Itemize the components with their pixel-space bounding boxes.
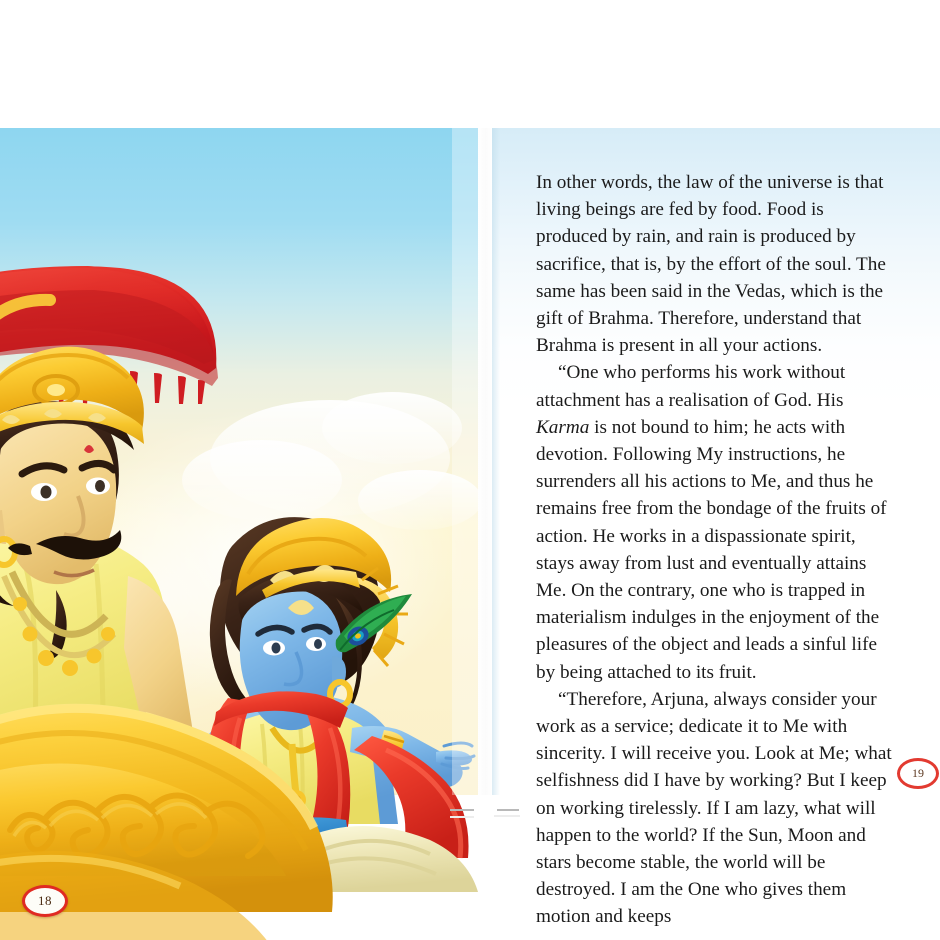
- crop-tick-mark-left-faint: [450, 816, 474, 818]
- body-text-column: [536, 169, 892, 931]
- paragraph-2-before-italic: “One who performs his work without attachment has a realisation of God. His: [536, 362, 846, 411]
- left-page-illustration: [0, 128, 478, 908]
- paragraph-2-after-italic: is not bound to him; he acts with devotion. Following My instructions, he surrenders all his actions to Me, and thus he remains free from the bondage of the fruits of action. He works in a dispassionate spirit, stays away from lust and eventually attains Me. On the contrary, one who is trapped in materialism indulges in the enjoyment of the pleasures of the object and leads a sinful life by being attached to its fruit.: [536, 416, 887, 683]
- page-gutter: [478, 128, 492, 795]
- crop-tick-mark-right-faint: [494, 815, 520, 817]
- paragraph-1: In other words, the law of the universe is that living beings are fed by food. Food is produced by rain, and rain is produced by sacrifice, that is, by the effort of the soul. The same has been said in the Vedas, which is the gift of Brahma. Therefore, understand that Brahma is present in all your actions.: [536, 172, 886, 357]
- page-number-left: 18: [22, 885, 68, 917]
- crop-tick-mark-right: [497, 809, 519, 811]
- right-page-text: [492, 128, 940, 928]
- page-number-right: 19: [897, 758, 939, 789]
- chariot-scene-illustration: [0, 128, 478, 795]
- paragraph-3: “Therefore, Arjuna, always consider your work as a service; dedicate it to Me with sincerity. I will receive you. Look at Me; what selfishness did I have by working? But I keep on working tirelessly. If I am lazy, what will happen to the world? If the Sun, Moon and stars become stable, the world will be destroyed. I am the One who gives them motion and keeps: [536, 688, 892, 928]
- karma-italic-term: Karma: [536, 416, 590, 438]
- paragraph-2: [536, 359, 892, 685]
- crop-tick-mark-left: [450, 809, 474, 811]
